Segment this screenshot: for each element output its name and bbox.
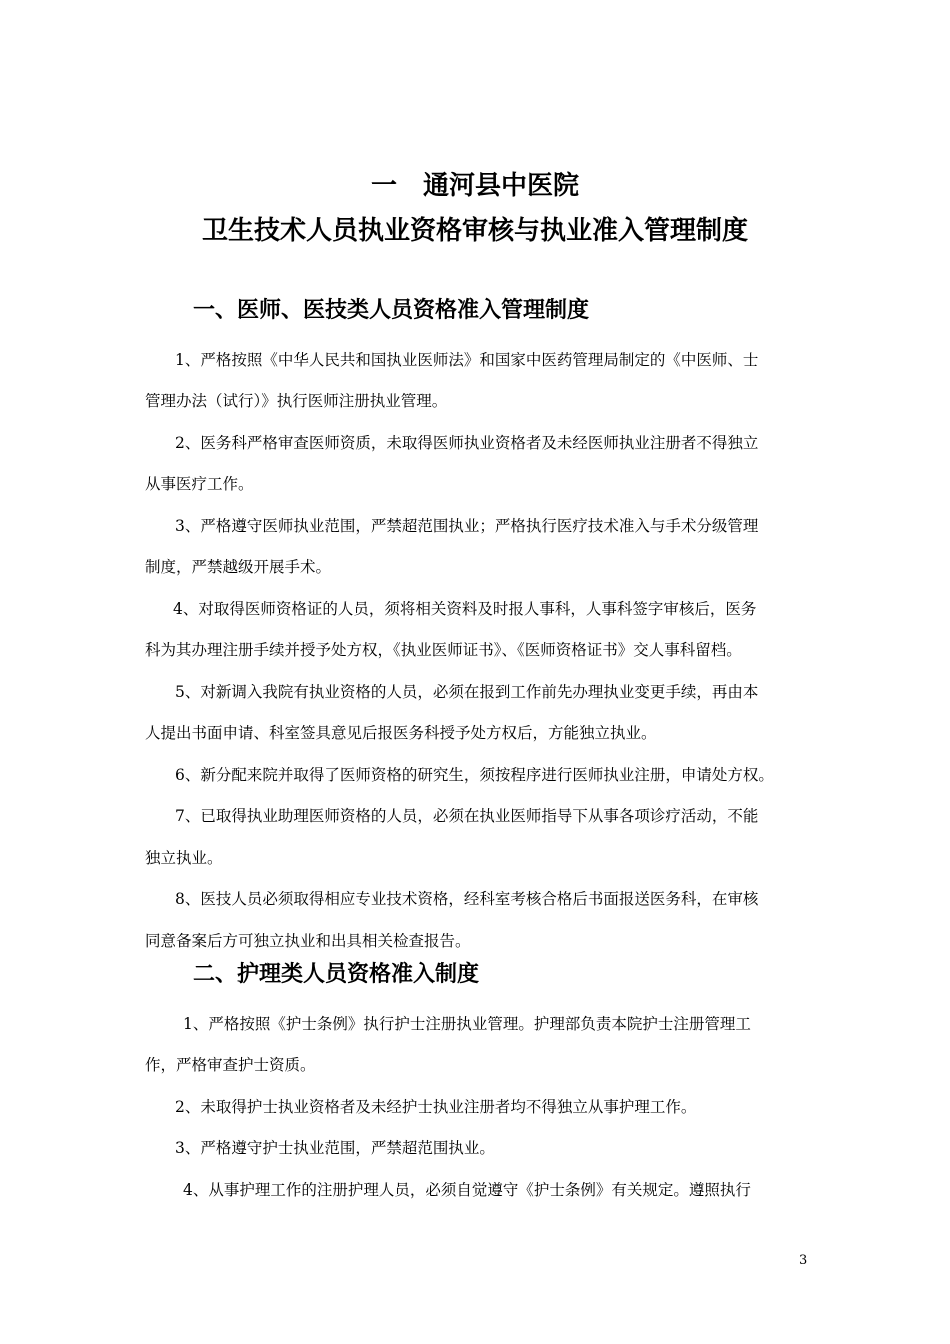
s1-paragraph-line: 同意备案后方可独立执业和出具相关检查报告。 [145, 932, 471, 950]
s2-paragraph-line: 3、严格遵守护士执业范围，严禁超范围执业。 [175, 1139, 495, 1157]
s1-paragraph-line: 人提出书面申请、科室签具意见后报医务科授予处方权后，方能独立执业。 [145, 724, 657, 742]
section-2-heading: 二、护理类人员资格准入制度 [193, 961, 480, 987]
title-line-2: 卫生技术人员执业资格审核与执业准入管理制度 [201, 216, 748, 246]
s1-paragraph-line: 5、对新调入我院有执业资格的人员，必须在报到工作前先办理执业变更手续，再由本 [175, 683, 759, 701]
s1-paragraph-line: 7、已取得执业助理医师资格的人员，必须在执业医师指导下从事各项诊疗活动，不能 [175, 807, 759, 825]
s1-paragraph-line: 1、严格按照《中华人民共和国执业医师法》和国家中医药管理局制定的《中医师、士 [175, 351, 759, 369]
s2-paragraph-line: 2、未取得护士执业资格者及未经护士执业注册者均不得独立从事护理工作。 [175, 1098, 697, 1116]
section-1-heading: 一、医师、医技类人员资格准入管理制度 [193, 297, 590, 323]
page-number: 3 [799, 1253, 808, 1268]
s1-paragraph-line: 科为其办理注册手续并授予处方权，《执业医师证书》、《医师资格证书》交人事科留档。 [145, 641, 742, 659]
s1-paragraph-line: 6、新分配来院并取得了医师资格的研究生，须按程序进行医师执业注册，申请处方权。 [175, 766, 774, 784]
s2-paragraph-line: 4、从事护理工作的注册护理人员，必须自觉遵守《护士条例》有关规定。遵照执行 [183, 1181, 751, 1199]
title-line-1: 一 通河县中医院 [370, 171, 579, 201]
s1-paragraph-line: 从事医疗工作。 [145, 475, 254, 493]
s1-paragraph-line: 独立执业。 [145, 849, 223, 867]
s2-paragraph-line: 1、严格按照《护士条例》执行护士注册执业管理。护理部负责本院护士注册管理工 [183, 1015, 751, 1033]
s1-paragraph-line: 4、对取得医师资格证的人员，须将相关资料及时报人事科，人事科签字审核后，医务 [173, 600, 757, 618]
s1-paragraph-line: 8、医技人员必须取得相应专业技术资格，经科室考核合格后书面报送医务科，在审核 [175, 890, 759, 908]
s1-paragraph-line: 制度，严禁越级开展手术。 [145, 558, 332, 576]
s2-paragraph-line: 作，严格审查护士资质。 [145, 1056, 316, 1074]
s1-paragraph-line: 2、医务科严格审查医师资质，未取得医师执业资格者及未经医师执业注册者不得独立 [175, 434, 759, 452]
s1-paragraph-line: 3、严格遵守医师执业范围，严禁超范围执业；严格执行医疗技术准入与手术分级管理 [175, 517, 759, 535]
s1-paragraph-line: 管理办法（试行）》执行医师注册执业管理。 [145, 392, 448, 410]
